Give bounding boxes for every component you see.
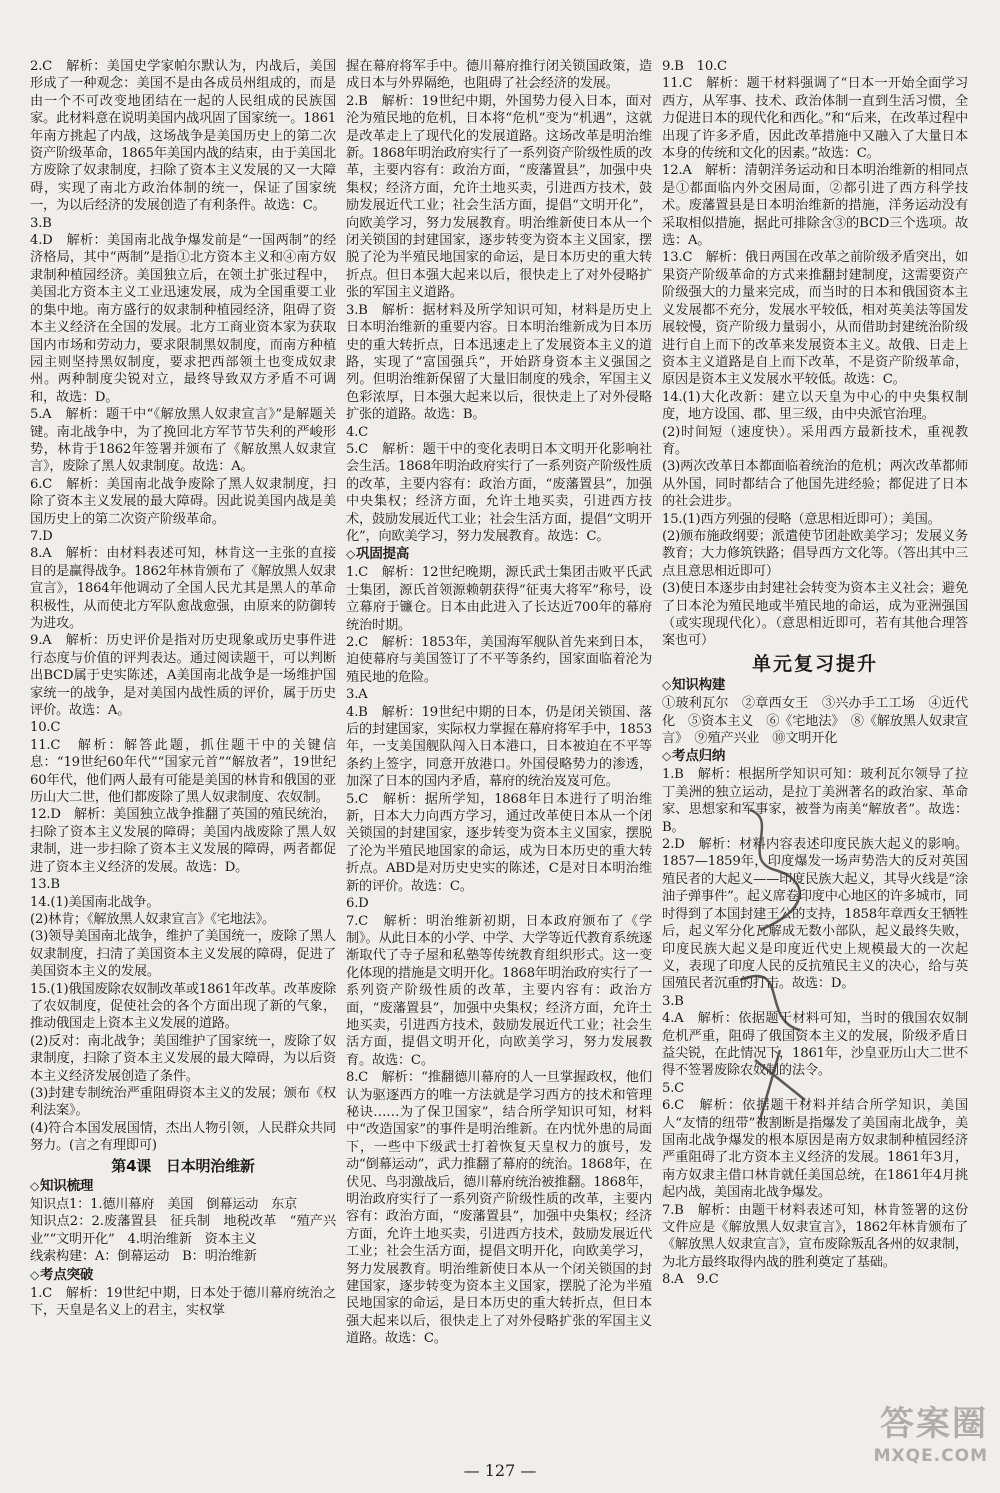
answer-paragraph: 7.B 解析：由题干材料表述可知，林肯签署的这份文件应是《解放黑人奴隶宣言》，1862年林肯颁布了《解放黑人奴隶宣言》，宣布废除叛乱各州的奴隶制，为北方最终取得内战的胜利奠定了基础。 — [662, 1202, 968, 1270]
answer-paragraph: 4.D 解析：美国南北战争爆发前是“一国两制”的经济格局，其中“两制”是指①北方资本主义和④南方奴隶制种植园经济。美国独立后，在领土扩张过程中，美国北方资本主义工业迅速发展，成为全国重要工业的集中地。南方盛行的奴隶制种植园经济，阻碍了资本主义经济在全国的发展。北方工商业资本家为获取国内市场和劳动力，要求限制黑奴制度，而南方种植园主则坚持黑奴制度，要求把西部领土也变成奴隶州。两种制度尖锐对立，最终导致双方矛盾不可调和，故选：D。 — [30, 233, 336, 405]
watermark-logo-text: 答案圈 — [880, 1404, 988, 1444]
answer-paragraph: 知识点2：2.废藩置县 征兵制 地税改革 “殖产兴业”“文明开化” 4.明治维新 资本主义 — [30, 1214, 336, 1247]
answer-paragraph: 12.A 解析：清朝洋务运动和日本明治维新的相同点是①都面临内外交困局面，②都引进了西方科学技术。废藩置县是日本明治维新的措施，洋务运动没有采取相似措施，据此可排除含③的BCD三个选项。故选：A。 — [662, 163, 968, 249]
answer-paragraph: 12.D 解析：美国独立战争推翻了英国的殖民统治，扫除了资本主义发展的障碍；美国内战废除了黑人奴隶制，进一步扫除了资本主义发展的障碍，两者都促进了资本主义经济的发展。故选：D。 — [30, 807, 336, 875]
answer-paragraph: 1.B 解析：根据所学知识可知：玻利瓦尔领导了拉丁美洲的独立运动，是拉丁美洲著名的政治家、革命家、思想家和军事家，被誉为南美“解放者”。故选：B。 — [662, 767, 968, 835]
section-heading: ◇ 考点突破 — [30, 1267, 336, 1284]
answer-paragraph: 4.A 解析：依据题干材料可知，当时的俄国农奴制危机严重，阻碍了俄国资本主义的发展，阶级矛盾日益尖锐，在此情况下，1861年，沙皇亚历山大二世不得不签署废除农奴制的法令。 — [662, 1011, 968, 1079]
answer-paragraph: 6.C 解析：依据题干材料并结合所学知识，美国人“友情的纽带”被割断是指爆发了美国南北战争，美国南北战争爆发的根本原因是南方奴隶制种植园经济严重阻碍了北方资本主义经济的发展。1861年3月，南方奴隶主借口林肯就任美国总统，在1861年4月挑起内战，美国南北战争爆发。 — [662, 1098, 968, 1201]
column-right — [662, 58, 968, 1348]
columns — [30, 58, 980, 1348]
answer-paragraph: (2)颁布施政纲要；派遣使节团赴欧美学习；发展义务教育；大力修筑铁路；倡导西方文化等。（答出其中三点且意思相近即可） — [662, 528, 968, 579]
page-number: — 127 — — [463, 1461, 537, 1480]
answer-paragraph: 13.B — [30, 877, 60, 893]
answer-paragraph: 5.C — [662, 1080, 685, 1096]
answer-paragraph: 10.C — [30, 720, 61, 736]
column-left — [30, 58, 336, 1348]
answer-paragraph: 知识点1：1.德川幕府 美国 倒幕运动 东京 — [30, 1197, 298, 1212]
section-heading: ◇ 知识梳理 — [30, 1178, 336, 1195]
section-heading: ◇ 知识构建 — [662, 677, 968, 694]
answer-paragraph: (2)时间短（速度快）。采用西方最新技术，重视教育。 — [662, 424, 968, 457]
answer-paragraph: 5.C 解析：题干中的变化表明日本文明开化影响社会生活。1868年明治政府实行了一系列资产阶级性质的改革，主要内容有：政治方面，“废藩置县”，加强中央集权；经济方面，允许土地买卖，引进西方技术，鼓励发展近代工业；社会生活方面，提倡“文明开化”，向欧美学习，努力发展教育。故选：C。 — [346, 441, 652, 544]
answer-paragraph: 3.A — [346, 687, 368, 703]
answer-paragraph: (3)领导美国南北战争，维护了美国统一，废除了黑人奴隶制度，扫清了美国资本主义发展的障碍，促进了美国资本主义的发展。 — [30, 929, 336, 980]
answer-paragraph: 6.C 解析：美国南北战争废除了黑人奴隶制度，扫除了资本主义发展的最大障碍。因此说美国内战是美国历史上的第二次资产阶级革命。 — [30, 476, 336, 527]
answer-paragraph: 3.B 解析：据材料及所学知识可知，材料是历史上日本明治维新的重要内容。日本明治维新成为日本历史的重大转折点，日本迅速走上了发展资本主义的道路，实现了“富国强兵”，开始跻身资本主义强国之列。但明治维新保留了大量旧制度的残余，军国主义色彩浓厚，日本强大起来以后，很快走上了对外侵略扩张的道路。故选：B。 — [346, 302, 652, 423]
section-heading: ◇ 考点归纳 — [662, 748, 968, 765]
answer-paragraph: 15.(1)西方列强的侵略（意思相近即可）；美国。 — [662, 511, 941, 527]
answer-paragraph: 3.B — [662, 993, 684, 1009]
handwritten-scribble — [720, 800, 830, 1130]
answer-paragraph: 15.(1)俄国废除农奴制改革或1861年改革。改革废除了农奴制度，促使社会的各个方面出现了新的气象，推动俄国走上资本主义发展的道路。 — [30, 981, 336, 1032]
column-middle — [346, 58, 652, 1348]
answer-paragraph: 4.B 解析：19世纪中期的日本，仍是闭关锁国、落后的封建国家，实际权力掌握在幕府将军手中，1853年，一支美国舰队闯入日本港口，日本被迫在不平等条约上签字，同意开放港口。外国侵略势力的渗透，加深了日本的国内矛盾，幕府的统治岌岌可危。 — [346, 704, 652, 790]
answer-paragraph: 握在幕府将军手中。德川幕府推行闭关锁国政策，造成日本与外界隔绝，也阻碍了社会经济的发展。 — [346, 59, 652, 92]
answer-paragraph: 4.C — [346, 424, 369, 440]
answer-paragraph: 5.A 解析：题干中“《解放黑人奴隶宣言》”是解题关键。南北战争中，为了挽回北方军节节失利的严峻形势，林肯于1862年签署并颁布了《解放黑人奴隶宣言》，废除了黑人奴隶制度。故选：A。 — [30, 407, 336, 475]
answer-paragraph: 2.D 解析：材料内容表述印度民族大起义的影响。1857—1859年，印度爆发一场声势浩大的反对英国殖民者的大起义——印度民族大起义，其导火线是“涂油子弹事件”。起义席卷印度中心地区的许多城市，同时得到了本国封建王公的支持，1858年章西女王牺牲后，起义军分化瓦解成无数小部队，起义最终失败，印度民族大起义是印度近代史上规模最大的一次起义，表现了印度人民的反抗殖民主义的决心，给与英国殖民者沉重的打击。故选：D。 — [662, 837, 968, 992]
answer-paragraph: (2)林肯；《解放黑人奴隶宣言》《宅地法》。 — [30, 911, 276, 927]
answer-paragraph: ①玻利瓦尔 ②章西女王 ③兴办手工工场 ④近代化 ⑤资本主义 ⑥《宅地法》 ⑧《解放黑人奴隶宣言》 ⑨殖产兴业 ⑩文明开化 — [662, 696, 968, 747]
answer-paragraph: 9.B 10.C — [662, 59, 727, 74]
lesson-title: 第4课 日本明治维新 — [111, 1156, 255, 1175]
answer-paragraph: 2.C 解析：美国史学家帕尔默认为，内战后，美国形成了一种观念：美国不是由各成员州组成的，而是由一个不可改变地团结在一起的人民组成的民族国家。此材料意在说明美国内战巩固了国家统一。1861年南方挑起了内战，这场战争是美国历史上的第二次资产阶级革命，1865年美国内战的结束，由于美国北方废除了奴隶制度，扫除了资本主义发展的又一大障碍，实现了南北方政治体制的统一，保证了国家统一，为以后经济的发展创造了有利条件。故选：C。 — [30, 59, 336, 214]
answer-paragraph: 1.C 解析：19世纪中期，日本处于德川幕府统治之下，天皇是名义上的君主，实权掌 — [30, 1285, 336, 1319]
answer-paragraph: 8.A 解析：由材料表述可知，林肯这一主张的直接目的是赢得战争。1862年林肯颁布了《解放黑人奴隶宣言》，1864年他调动了全国人民尤其是黑人的革命积极性，从而使北方军队愈战愈强，由原来的防御转为进攻。 — [30, 546, 336, 631]
answer-paragraph: (3)两次改革日本都面临着统治的危机；两次改革都师从外国，同时都结合了他国先进经验；都促进了日本的社会进步。 — [662, 459, 968, 510]
answer-paragraph: 8.A 9.C — [662, 1272, 719, 1288]
answer-paragraph: 线索构建：A：倒幕运动 B：明治维新 — [30, 1249, 257, 1265]
answer-paragraph: (3)封建专制统治严重阻碍资本主义的发展；颁布《权利法案》。 — [30, 1085, 336, 1119]
answer-paragraph: 3.B — [30, 215, 52, 231]
answer-paragraph: (3)使日本逐步由封建社会转变为资本主义社会；避免了日本沦为殖民地或半殖民地的命运，成为亚洲强国（或实现现代化）。（意思相近即可，若有其他合理答案也可） — [662, 581, 968, 649]
watermark-url: MXQE.COM — [873, 1446, 988, 1466]
section-heading: ◇ 巩固提高 — [346, 546, 652, 563]
unit-title: 单元复习提升 — [751, 652, 878, 675]
answer-paragraph: 2.C 解析：1853年，美国海军舰队首先来到日本，迫使幕府与美国签订了不平等条约，国家面临着沦为殖民地的危险。 — [346, 635, 652, 685]
answer-paragraph: (2)反对：南北战争；美国维护了国家统一，废除了奴隶制度，扫除了资本主义发展的最大障碍，为以后资本主义经济发展创造了条件。 — [30, 1033, 336, 1084]
answer-paragraph: 5.C 解析：据所学知，1868年日本进行了明治维新，日本大力向西方学习，通过改革使日本从一个闭关锁国的封建国家，逐步转变为资本主义国家，摆脱了沦为半殖民地国家的命运，成为日本历史的重大转折点。ABD是对历史史实的陈述，C是对日本明治维新的评价。故选：C。 — [346, 791, 652, 894]
answer-paragraph: 2.B 解析：19世纪中期，外国势力侵入日本，面对沦为殖民地的危机，日本将“危机”变为“机遇”，这就是改革走上了现代化的发展道路。这场改革是明治维新。1868年明治政府实行了一系列资产阶级性质的改革，主要内容有：政治方面，“废藩置县”，加强中央集权；经济方面，允许土地买卖，引进西方技术，鼓励发展近代工业；社会生活方面，提倡“文明开化”，向欧美学习，努力发展教育。明治维新使日本从一个闭关锁国的封建国家，逐步转变为资本主义国家，摆脱了沦为半殖民地国家的命运，是日本历史的重大转折点。但日本强大起来以后，很快走上了对外侵略扩张的军国主义道路。 — [346, 93, 652, 301]
answer-paragraph: 9.A 解析：历史评价是指对历史现象或历史事件进行态度与价值的评判表达。通过阅读题干，可以判断出BCD属于史实陈述，A美国南北战争是一场维护国家统一的战争，是对美国内战性质的评价，属于历史评价。故选：A。 — [30, 633, 336, 719]
site-watermark — [812, 1402, 988, 1484]
answer-paragraph: 7.D — [30, 528, 53, 544]
answer-paragraph: 1.C 解析：12世纪晚期，源氏武士集团击败平氏武士集团，源氏首领源赖朝获得“征夷大将军”称号，设立幕府于镰仓。日本由此进入了长达近700年的幕府统治时期。 — [346, 565, 652, 633]
answer-paragraph: 13.C 解析：俄日两国在改革之前阶级矛盾突出，如果资产阶级革命的方式来推翻封建制度，这需要资产阶级强大的力量来完成，而当时的日本和俄国资本主义发展都不充分，发展水平较低，相对英美法等国发展较慢，资产阶级力量弱小，从而借助封建统治阶级进行自上而下的改革来发展资本主义。故俄、日走上资本主义道路是自上而下改革，不是资产阶级革命，原因是资本主义发展水平较低。故选：C。 — [662, 250, 968, 388]
answer-paragraph: 11.C 解析：解答此题，抓住题干中的关键信息：“19世纪60年代”“国家元首”“解放者”，19世纪60年代，他们两人最有可能是美国的林肯和俄国的亚历山大二世，他们都废除了黑人奴隶制度、农奴制。 — [30, 737, 336, 806]
answer-paragraph: 7.C 解析：明治维新初期，日本政府颁布了《学制》。从此日本的小学、中学、大学等近代教育系统逐渐取代了寺子屋和私塾等传统教育组织形式。这一变化体现的措施是文明开化。1868年明治政府实行了一系列资产阶级性质的改革，主要内容有：政治方面，“废藩置县”，加强中央集权；经济方面，允许土地买卖，引进西方技术，鼓励发展近代工业；社会生活方面，提倡文明开化，向欧美学习，努力发展教育。故选：C。 — [346, 913, 652, 1068]
answer-paragraph: 11.C 解析：题干材料强调了“日本一开始全面学习西方，从军事、技术、政治体制一直到生活习惯，全力促进日本的现代化和西化。”和“后来，在改革过程中出现了许多矛盾，因此改革措施中又融入了大量日本本身的传统和文化的因素。”故选：C。 — [662, 76, 968, 162]
answer-paragraph: 6.D — [346, 896, 369, 912]
answer-paragraph: 14.(1)美国南北战争。 — [30, 894, 160, 910]
answer-paragraph: (4)符合本国发展国情，杰出人物引领，人民群众共同努力。(言之有理即可) — [30, 1120, 336, 1154]
answer-paragraph: 14.(1)大化改新：建立以天皇为中心的中央集权制度，地方设国、郡、里三级，由中央派官治理。 — [662, 389, 968, 423]
answer-paragraph: 8.C 解析：“推翻德川幕府的人一旦掌握政权，他们认为驱逐西方的唯一方法就是学习西方的技术和管理秘诀……为了保卫国家”，结合所学知识可知，材料中“改造国家”的事件是明治维新。在内忧外患的局面下，一些中下级武士打着恢复天皇权力的旗号，发动“倒幕运动”，武力推翻了幕府的统治。1868年，在伏见、鸟羽激战后，德川幕府统治被推翻。1868年，明治政府实行了一系列资产阶级性质的改革，主要内容有：政治方面，“废藩置县”，加强中央集权；经济方面，允许土地买卖，引进西方技术，鼓励发展近代工业；社会生活方面，提倡文明开化，向欧美学习，努力发展教育。明治维新使日本从一个闭关锁国的封建国家，逐步转变为资本主义国家，摆脱了沦为半殖民地国家的命运，是日本历史的重大转折点，但日本强大起来以后，很快走上了对外侵略扩张的军国主义道路。故选：C。 — [346, 1070, 652, 1347]
